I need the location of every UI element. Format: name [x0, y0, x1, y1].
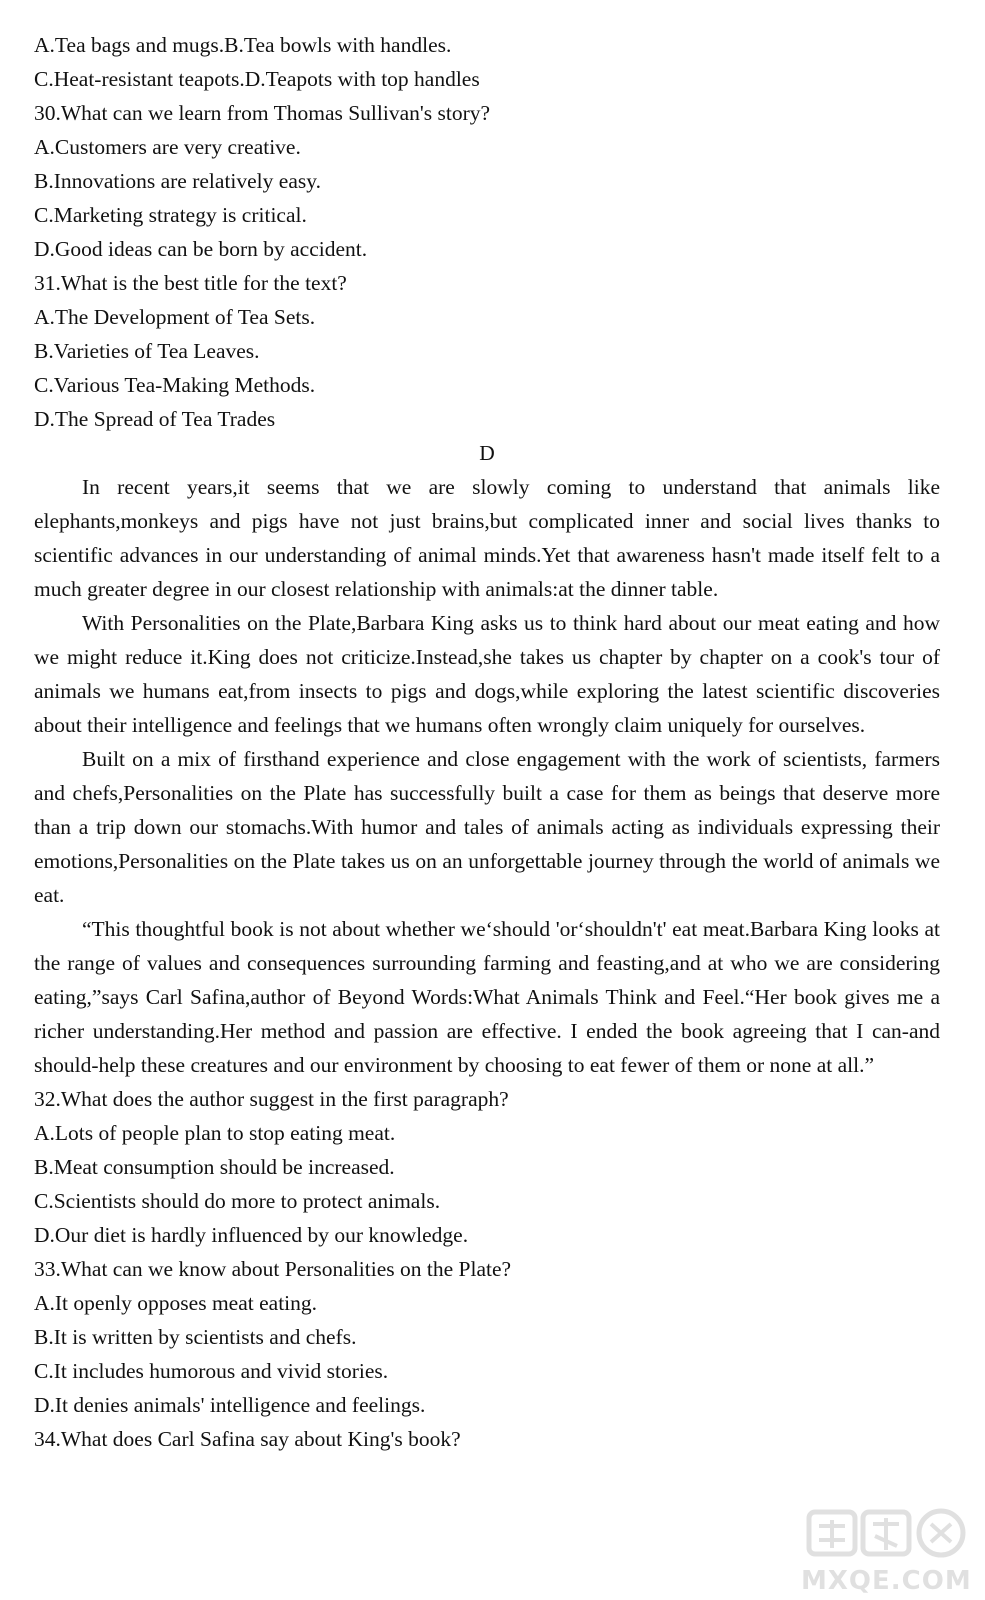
passage-paragraph: “This thoughtful book is not about whether we‘should 'or‘shouldn't' eat meat.Barbara King looks at the range of values and consequences surrounding farming and feasting,and at who we are considering eating,”says Carl Safina,author of Beyond Words:What Animals Think and Feel.“Her book gives me a richer understanding.Her method and passion are effective. I ended the book agreeing that I can-and should-help these creatures and our environment by choosing to eat fewer of them or none at all.”	[34, 917, 940, 1077]
exam-page	[34, 28, 940, 1456]
option-b: B.Meat consumption should be increased.	[34, 1155, 395, 1179]
watermark	[801, 1506, 971, 1596]
passage-paragraph: With Personalities on the Plate,Barbara King asks us to think hard about our meat eating and how we might reduce it.King does not criticize.Instead,she takes us chapter by chapter on a cook's tour of animals we humans eat,from insects to pigs and dogs,while exploring the latest scientific discoveries about their intelligence and feelings that we humans often wrongly claim uniquely for ourselves.	[34, 611, 940, 737]
option-d: D.The Spread of Tea Trades	[34, 407, 276, 431]
question-32	[34, 1082, 940, 1252]
option-a: A.The Development of Tea Sets.	[34, 305, 316, 329]
passage-paragraph: Built on a mix of firsthand experience and close engagement with the work of scientists, farmers and chefs,Personalities on the Plate has successfully built a case for them as beings that deserve more than a trip down our stomachs.With humor and tales of animals acting as individuals expressing their emotions,Personalities on the Plate takes us on an unforgettable journey through the world of animals we eat.	[34, 747, 940, 907]
question-stem: 31.What is the best title for the text?	[34, 271, 347, 295]
question-34	[34, 1422, 940, 1456]
option-line: C.Heat-resistant teapots.D.Teapots with top handles	[34, 67, 480, 91]
passage-paragraph: In recent years,it seems that we are slowly coming to understand that animals like elephants,monkeys and pigs have not just brains,but complicated inner and social lives thanks to scientific advances in our understanding of animal minds.Yet that awareness hasn't made itself felt to a much greater degree in our closest relationship with animals:at the dinner table.	[34, 475, 940, 601]
option-c: C.It includes humorous and vivid stories.	[34, 1359, 389, 1383]
option-d: D.It denies animals' intelligence and feelings.	[34, 1393, 426, 1417]
option-b: B.It is written by scientists and chefs.	[34, 1325, 357, 1349]
question-33	[34, 1252, 940, 1422]
option-line: A.Tea bags and mugs.B.Tea bowls with handles.	[34, 33, 452, 57]
option-a: A.Customers are very creative.	[34, 135, 301, 159]
option-c: C.Marketing strategy is critical.	[34, 203, 307, 227]
option-c: C.Various Tea-Making Methods.	[34, 373, 316, 397]
option-b: B.Innovations are relatively easy.	[34, 169, 321, 193]
question-30	[34, 96, 940, 266]
passage	[34, 470, 940, 1082]
option-d: D.Our diet is hardly influenced by our knowledge.	[34, 1223, 469, 1247]
option-c: C.Scientists should do more to protect animals.	[34, 1189, 441, 1213]
option-a: A.It openly opposes meat eating.	[34, 1291, 318, 1315]
watermark-text: MXQE.COM	[801, 1566, 972, 1596]
question-stem: 33.What can we know about Personalities on the Plate?	[34, 1257, 512, 1281]
question-stem: 34.What does Carl Safina say about King's book?	[34, 1427, 461, 1451]
option-b: B.Varieties of Tea Leaves.	[34, 339, 260, 363]
question-stem: 30.What can we learn from Thomas Sullivan's story?	[34, 101, 491, 125]
question-stem: 32.What does the author suggest in the first paragraph?	[34, 1087, 509, 1111]
section-title: D	[479, 441, 495, 465]
question-31	[34, 266, 940, 436]
option-d: D.Good ideas can be born by accident.	[34, 237, 368, 261]
option-a: A.Lots of people plan to stop eating meat.	[34, 1121, 396, 1145]
watermark-logo-icon	[801, 1506, 971, 1561]
